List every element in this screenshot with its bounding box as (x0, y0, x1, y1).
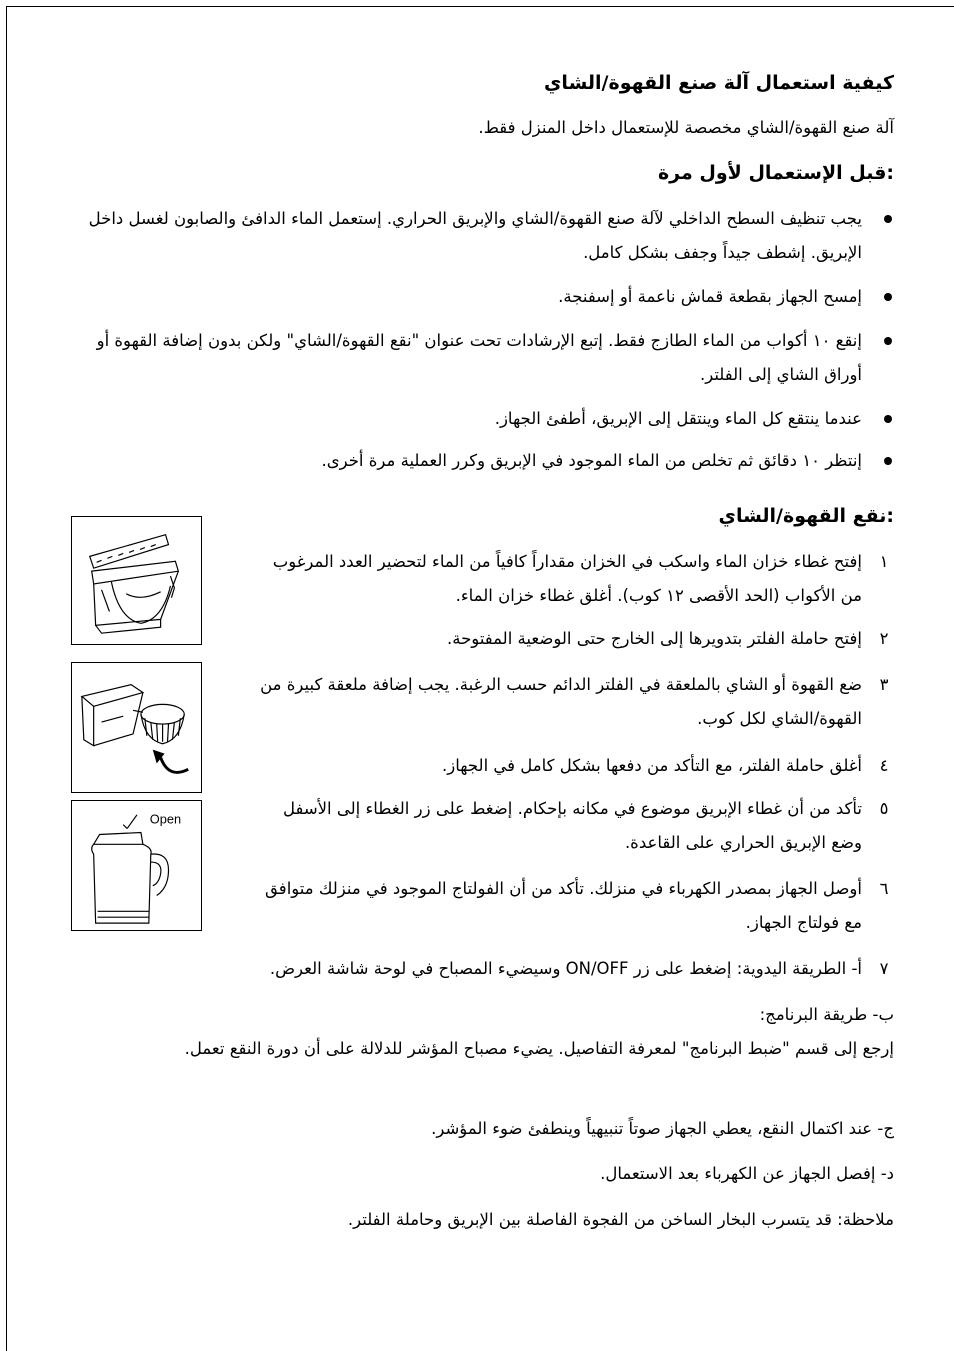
before-first-use-list (84, 202, 894, 486)
step-number: ٧ (879, 959, 889, 978)
step-text: أغلق حاملة الفلتر، مع التأكد من دفعها بشكل كامل في الجهاز. (442, 756, 862, 775)
brewing-step (254, 792, 894, 860)
bullet-icon (884, 215, 892, 223)
filter-holder-open-icon (72, 663, 201, 792)
step-text: ضع القهوة أو الشاي بالملعقة في الفلتر الدائم حسب الرغبة. يجب إضافة ملعقة كبيرة من القهوة/الشاي لكل كوب. (260, 675, 862, 728)
note-text: ملاحظة: قد يتسرب البخار الساخن من الفجوة الفاصلة بين الإبريق وحاملة الفلتر. (347, 1210, 894, 1229)
step-number: ٢ (879, 629, 889, 648)
list-item: إنقع ١٠ أكواب من الماء الطازج فقط. إتبع الإرشادات تحت عنوان "نقع القهوة/الشاي" ولكن بدون إضافة القهوة أو أوراق الشاي إلى الفلتر. (84, 324, 894, 392)
step-c-text: ج- عند اكتمال النقع، يعطي الجهاز صوتاً تنبيهياً وينطفئ ضوء المؤشر. (431, 1119, 894, 1138)
list-item: إمسح الجهاز بقطعة قماش ناعمة أو إسفنجة. (84, 280, 894, 314)
water-tank-illustration (71, 516, 202, 645)
filter-holder-illustration (71, 662, 202, 793)
page-border-left (6, 6, 7, 1351)
list-item: إنتظر ١٠ دقائق ثم تخلص من الماء الموجود في الإبريق وكرر العملية مرة أخرى. (84, 444, 894, 478)
brewing-step (254, 545, 894, 613)
open-label: Open (149, 811, 182, 827)
coffee-maker-open-lid-icon (72, 517, 201, 644)
program-method-label: ب- طريقة البرنامج: (759, 1005, 894, 1024)
brewing-step (254, 668, 894, 736)
page-border-top (6, 6, 954, 7)
step-text: أوصل الجهاز بمصدر الكهرباء في منزلك. تأكد من أن الفولتاج الموجود في منزلك متوافق مع فولتاج الجهاز. (265, 879, 862, 932)
brewing-step (254, 622, 894, 656)
step-number: ٦ (879, 879, 889, 898)
brewing-step (254, 749, 894, 783)
step-text: أ- الطريقة اليدوية: إضغط على زر ON/OFF وسيضيء المصباح في لوحة شاشة العرض. (269, 959, 862, 978)
carafe-illustration (71, 800, 202, 931)
thermal-carafe-icon (72, 801, 201, 930)
list-item: يجب تنظيف السطح الداخلي لآلة صنع القهوة/الشاي والإبريق الحراري. إستعمل الماء الدافئ والصابون لغسل داخل الإبريق. إشطف جيداً وجفف بشكل كامل. (84, 202, 894, 270)
step-number: ٣ (879, 675, 889, 694)
step-text: إفتح حاملة الفلتر بتدويرها إلى الخارج حتى الوضعية المفتوحة. (447, 629, 862, 648)
step-text: تأكد من أن غطاء الإبريق موضوع في مكانه بإحكام. إضغط على زر الغطاء إلى الأسفل وضع الإبريق الحراري على القاعدة. (282, 799, 862, 852)
brewing-heading: :نقع القهوة/الشاي (718, 505, 894, 527)
bullet-icon (884, 457, 892, 465)
program-method-text: إرجع إلى قسم "ضبط البرنامج" لمعرفة التفاصيل. يضيء مصباح المؤشر للدلالة على أن دورة النقع تعمل. (184, 1039, 894, 1058)
step-number: ١ (879, 552, 889, 571)
bullet-icon (884, 293, 892, 301)
intro-text: آلة صنع القهوة/الشاي مخصصة للإستعمال داخل المنزل فقط. (478, 118, 894, 137)
step-d-text: د- إفصل الجهاز عن الكهرباء بعد الاستعمال. (600, 1164, 894, 1183)
brewing-step (254, 872, 894, 940)
bullet-icon (884, 337, 892, 345)
step-number: ٤ (879, 756, 889, 775)
list-item: عندما ينتقع كل الماء وينتقل إلى الإبريق، أطفئ الجهاز. (84, 402, 894, 436)
step-text: إفتح غطاء خزان الماء واسكب في الخزان مقداراً كافياً من الماء لتحضير العدد المرغوب من الأكواب (الحد الأقصى ١٢ كوب). أغلق غطاء خزان الماء. (272, 552, 862, 605)
bullet-icon (884, 415, 892, 423)
brewing-step (84, 952, 894, 986)
before-first-use-heading: :قبل الإستعمال لأول مرة (657, 162, 894, 184)
page-title: كيفية استعمال آلة صنع القهوة/الشاي (544, 72, 894, 94)
step-number: ٥ (879, 799, 889, 818)
